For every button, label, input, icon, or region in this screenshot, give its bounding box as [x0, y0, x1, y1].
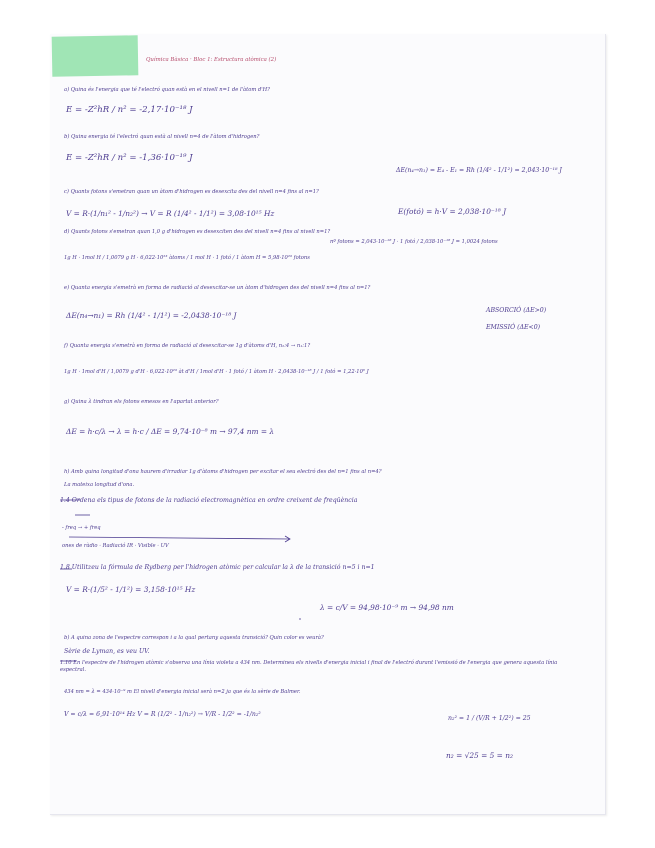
answer-h: La mateixa longitud d'ona.	[64, 482, 135, 488]
exercise-1-10-rydberg: V = c/λ = 6,91·10¹⁴ Hz V = R (1/2² - 1/n₂²) → V/R - 1/2² = -1/n₂²	[64, 711, 261, 718]
frequency-axis-labels: - freq → + freq	[62, 525, 101, 531]
exercise-1-10-statement: 1.10 En l'espectre de l'hidrogen atòmic s'observa una línia violeta a 434 nm. Determineu els nivells d'energia inicial i final de l'electró durant l'emissió de l'energia que genera aquesta línia espectral.	[60, 660, 558, 674]
question-f: f) Quanta energia s'emetrà en forma de radiació al desexcitar-se 1g d'àtoms d'H, n₂:4 → n₁:1?	[64, 343, 311, 349]
emission-note: EMISSIÓ (ΔE<0)	[486, 324, 541, 331]
frequency-arrow-line	[69, 537, 290, 539]
page-header: Química Bàsica · Bloc 1: Estructura atòmica (2)	[146, 57, 277, 63]
exercise-1-8-title: 1.8 Utilitzeu la fórmula de Rydberg per l'hidrogen atòmic per calcular la λ de la transició n=5 i n=1	[60, 564, 375, 571]
exercise-1-8-answer-b: Sèrie de Lyman, es veu UV.	[64, 648, 150, 655]
answer-g: ΔE = h·c/λ → λ = h·c / ΔE = 9,74·10⁻⁸ m → 97,4 nm = λ	[66, 427, 275, 436]
exercise-1-10-result: n₂ = √25 = 5 = n₂	[446, 751, 513, 760]
answer-c-photon-energy: E(fotó) = h·V = 2,038·10⁻¹⁸ J	[398, 207, 507, 216]
question-c: c) Quants fotons s'emetran quan un àtom d'hidrogen es desexcita des del nivell n=4 fins al n=1?	[64, 189, 319, 195]
answer-c-frequency: V = R·(1/n₁² - 1/n₂²) → V = R (1/4² - 1/1²) = 3,08·10¹⁵ Hz	[66, 209, 275, 218]
question-h: h) Amb quina longitud d'ona haurem d'irradiar 1g d'àtoms d'hidrogen per excitar el seu electró des del n=1 fins al n=4?	[64, 469, 382, 475]
radiation-order: ones de ràdio · Radiació IR · Visible · UV	[62, 543, 169, 549]
question-b: b) Quina energia té l'electró quan està al nivell n=4 de l'àtom d'hidrogen?	[64, 134, 260, 140]
question-d: d) Quants fotons s'emetran quan 1,0 g d'hidrogen es desexciten des del nivell n=4 fins al nivell n=1?	[64, 229, 331, 235]
question-a: a) Quina és l'energia que té l'electró quan està en el nivell n=1 de l'àtom d'H?	[64, 87, 270, 93]
exercise-1-8-question-b: b) A quina zona de l'espectre correspon i a la qual pertany aquesta transició? Quin color es veurà?	[64, 635, 324, 641]
exercise-1-10-n2-squared: n₂² = 1 / (V/R + 1/2²) = 25	[448, 715, 531, 722]
exercise-1-8-wavelength: λ = c/V = 94,98·10⁻⁹ m → 94,98 nm	[320, 603, 454, 612]
delta-e-formula: ΔE(n₄→n₁) = E₄ - E₁ = Rh (1/4² - 1/1²) = 2,043·10⁻¹⁸ J	[396, 167, 562, 174]
answer-f: 1g H · 1mol d'H / 1,0079 g d'H · 6,022·10²³ àt d'H / 1mol d'H · 1 fotó / 1 àtom H · 2,0438·10⁻¹⁸ J / 1 fotó = 1,22·10⁶ J	[64, 369, 369, 375]
question-g: g) Quina λ tindran els fotons emesos en l'apartat anterior?	[64, 399, 219, 405]
answer-a: E = -Z²hR / n² = -2,17·10⁻¹⁸ J	[66, 105, 193, 115]
exercise-1-8-frequency: V = R·(1/5² - 1/1²) = 3,158·10¹⁵ Hz	[66, 585, 196, 594]
exercise-1-10-wavelength: 434 nm = λ = 434·10⁻⁹ m El nivell d'energia inicial serà n=2 ja que és la sèrie de Balmer.	[64, 689, 301, 695]
exercise-1-4-title: 1.4 Ordena els tipus de fotons de la radiació electromagnètica en ordre creixent de freqüència	[60, 497, 358, 504]
absorption-note: ABSORCIÓ (ΔE>0)	[486, 307, 547, 314]
answer-d-calculation: 1g H · 1mol H / 1,0079 g H · 6,022·10²³ àtoms / 1 mol H · 1 fotó / 1 àtom H = 5,98·10²³ fotons	[64, 255, 310, 261]
answer-e: ΔE(n₄→n₁) = Rh (1/4² - 1/1²) = -2,0438·10⁻¹⁸ J	[66, 311, 237, 320]
answer-b: E = -Z²hR / n² = -1,36·10⁻¹⁹ J	[66, 153, 193, 163]
question-e: e) Quanta energia s'emetrà en forma de radiació al desexcitar-se un àtom d'hidrogen des del nivell n=4 fins al n=1?	[64, 285, 371, 291]
answer-d-photon-count: nº fotons = 2,043·10⁻¹⁸ J · 1 fotó / 2,038·10⁻¹⁸ J = 1,0024 fotons	[330, 239, 498, 245]
